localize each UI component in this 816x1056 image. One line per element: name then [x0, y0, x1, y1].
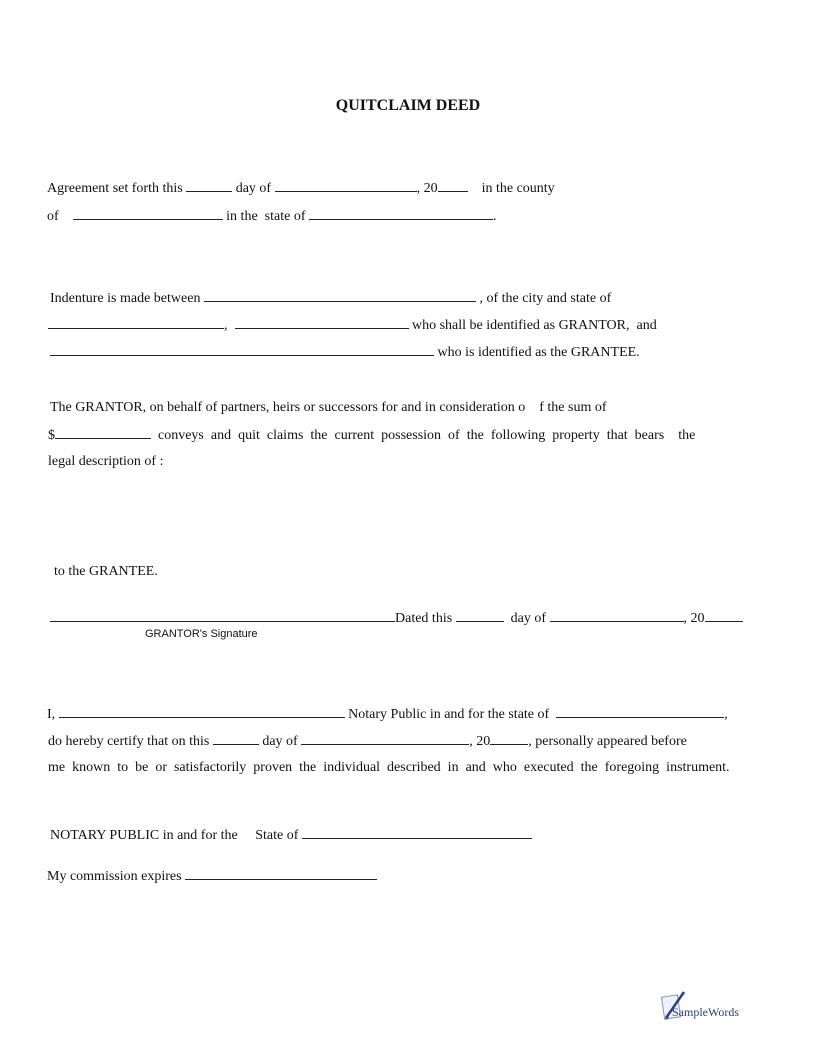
commission-date-blank[interactable] [185, 867, 377, 880]
text: . [492, 209, 497, 224]
signature-line [50, 609, 743, 628]
text: My commission expires [47, 869, 182, 884]
notary-line-1 [47, 705, 728, 724]
state-blank[interactable] [556, 705, 724, 718]
notary-line-3: me known to be or satisfactorily proven the individual described in and who executed the foregoing instrument. [48, 760, 730, 775]
text: who is identified as the GRANTEE. [437, 345, 640, 360]
grantor-signature-label: GRANTOR's Signature [145, 628, 258, 640]
commission-line [47, 867, 377, 886]
text: of [47, 209, 59, 224]
notary-name-blank[interactable] [59, 705, 345, 718]
grantor-line-1: The GRANTOR, on behalf of partners, heirs or successors for and in consideration o f the sum of [50, 400, 607, 415]
notary-line-2 [48, 732, 687, 751]
agreement-line-2 [47, 207, 496, 226]
text: , 20 [416, 181, 438, 196]
text: , [724, 707, 728, 722]
page-title: QUITCLAIM DEED [335, 97, 481, 114]
county-blank[interactable] [73, 207, 223, 220]
indenture-line-2 [48, 316, 657, 335]
month-blank[interactable] [301, 732, 469, 745]
text: day of [510, 611, 547, 626]
text: Indenture is made between [50, 291, 201, 306]
text: , [224, 318, 228, 333]
year-blank[interactable] [438, 179, 468, 192]
text: day of [235, 181, 272, 196]
text: , 20 [469, 734, 491, 749]
text: , of the city and state of [479, 291, 612, 306]
text: do hereby certify that on this [48, 734, 210, 749]
brand-logo-text: SampleWords [672, 1005, 740, 1019]
grantee-name-blank[interactable] [50, 343, 434, 356]
day-blank[interactable] [213, 732, 259, 745]
text: Agreement set forth this [47, 181, 183, 196]
indenture-line-3 [50, 343, 640, 362]
agreement-line-1 [47, 179, 555, 198]
to-grantee: to the GRANTEE. [54, 564, 158, 579]
amount-blank[interactable] [55, 426, 151, 439]
text: Dated this [395, 611, 453, 626]
state-blank[interactable] [235, 316, 409, 329]
day-blank[interactable] [186, 179, 232, 192]
text: in the county [481, 181, 555, 196]
grantor-signature-blank[interactable] [50, 609, 395, 622]
text: in the state of [226, 209, 306, 224]
grantor-name-blank[interactable] [204, 289, 476, 302]
text: , personally appeared before [528, 734, 687, 749]
day-blank[interactable] [456, 609, 504, 622]
text: $ [48, 428, 55, 443]
text: I, [47, 707, 56, 722]
text: NOTARY PUBLIC in and for the State of [50, 828, 299, 843]
month-blank[interactable] [275, 179, 417, 192]
text: , 20 [683, 611, 705, 626]
month-blank[interactable] [550, 609, 684, 622]
notary-state-blank[interactable] [302, 826, 532, 839]
text: who shall be identified as GRANTOR, and [412, 318, 657, 333]
indenture-line-1 [50, 289, 611, 308]
text: Notary Public in and for the state of [348, 707, 550, 722]
text: day of [262, 734, 298, 749]
year-blank[interactable] [705, 609, 743, 622]
grantor-line-3: legal description of : [48, 454, 164, 469]
year-blank[interactable] [490, 732, 528, 745]
text: conveys and quit claims the current possession of the following property that bears the [158, 428, 696, 443]
city-blank[interactable] [48, 316, 224, 329]
grantor-line-2 [48, 426, 695, 445]
state-blank[interactable] [309, 207, 493, 220]
notary-public-line [50, 826, 532, 845]
